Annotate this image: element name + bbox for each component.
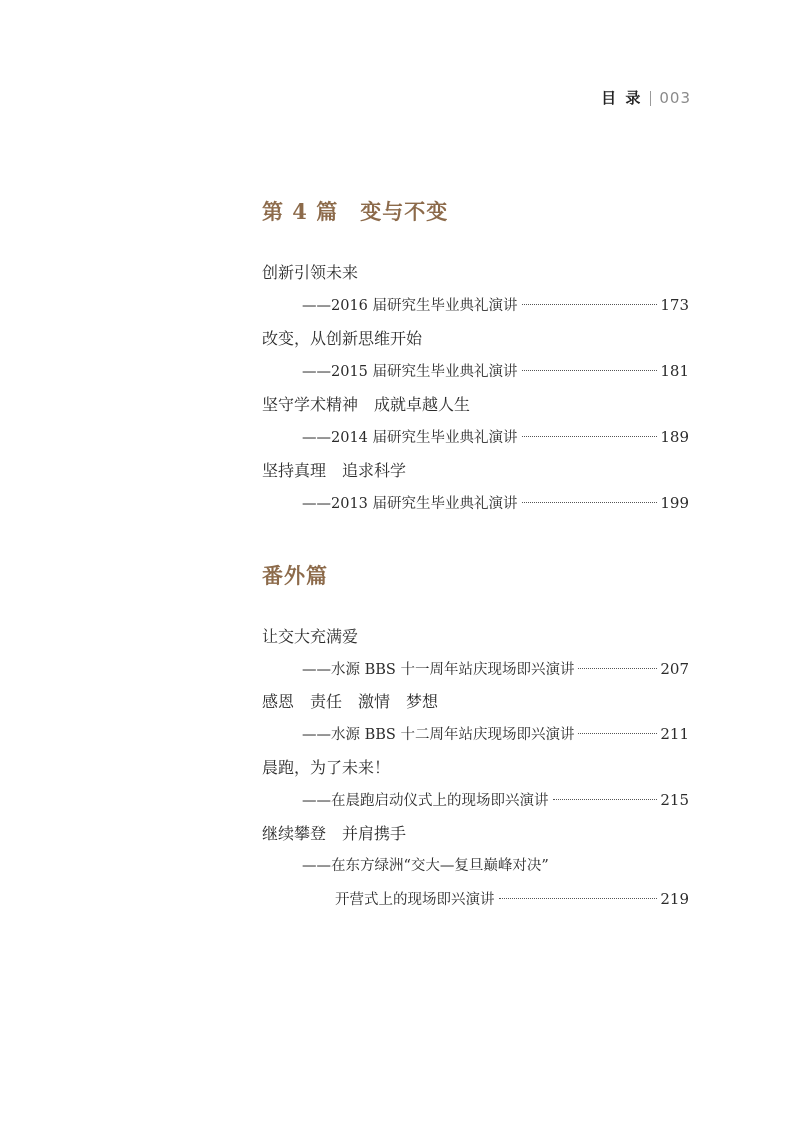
- toc-entry-line[interactable]: [302, 426, 689, 449]
- toc-entry-title[interactable]: 继续攀登 并肩携手: [262, 824, 407, 843]
- toc-entry-page: 189: [660, 428, 689, 446]
- dot-leader: [578, 733, 657, 734]
- toc-entry-subtitle: ——水源 BBS 十一周年站庆现场即兴演讲: [302, 662, 575, 678]
- dot-leader: [522, 370, 658, 371]
- toc-entry-line[interactable]: [302, 492, 689, 515]
- toc-entry-line[interactable]: [302, 360, 689, 383]
- dot-leader: [553, 799, 658, 800]
- toc-entry-title[interactable]: 感恩 责任 激情 梦想: [262, 692, 439, 711]
- extra-part-heading: 番外篇: [262, 563, 328, 588]
- running-head-title: 目 录: [601, 89, 643, 107]
- toc-entry-title[interactable]: 晨跑，为了未来！: [262, 758, 391, 777]
- toc-entry-subtitle: ——水源 BBS 十二周年站庆现场即兴演讲: [302, 727, 575, 743]
- toc-entry-title[interactable]: 坚持真理 追求科学: [262, 461, 407, 480]
- toc-entry-subtitle-continued: 开营式上的现场即兴演讲: [335, 892, 495, 908]
- toc-entry-subtitle: ——2016 届研究生毕业典礼演讲: [302, 298, 518, 314]
- dot-leader: [522, 304, 658, 305]
- part-4-heading: 第 4 篇 变与不变: [262, 199, 449, 224]
- toc-entry-title[interactable]: 让交大充满爱: [262, 627, 359, 646]
- running-head-divider: [650, 91, 651, 106]
- toc-entry-line[interactable]: [302, 723, 689, 746]
- dot-leader: [522, 436, 658, 437]
- dot-leader: [499, 898, 658, 899]
- toc-entry-page: 173: [660, 296, 689, 314]
- toc-entry-subtitle: ——在东方绿洲“交大—复旦巅峰对决”: [302, 858, 549, 874]
- toc-entry-page: 211: [660, 725, 689, 743]
- toc-entry-line[interactable]: [302, 294, 689, 317]
- toc-entry-subtitle: ——在晨跑启动仪式上的现场即兴演讲: [302, 793, 549, 809]
- dot-leader: [578, 668, 657, 669]
- toc-entry-title[interactable]: 改变，从创新思维开始: [262, 329, 423, 348]
- toc-entry-line[interactable]: [335, 888, 689, 911]
- toc-entry-subtitle: ——2014 届研究生毕业典礼演讲: [302, 430, 518, 446]
- dot-leader: [522, 502, 658, 503]
- toc-entry-subtitle: ——2013 届研究生毕业典礼演讲: [302, 496, 518, 512]
- toc-entry-line[interactable]: [302, 789, 689, 812]
- toc-entry-line[interactable]: [302, 658, 689, 681]
- running-head: [601, 88, 691, 108]
- toc-entry-subtitle-line[interactable]: [302, 855, 689, 877]
- toc-entry-page: 181: [660, 362, 689, 380]
- page-number: 003: [659, 89, 691, 107]
- toc-entry-title[interactable]: 创新引领未来: [262, 263, 359, 282]
- toc-entry-title[interactable]: 坚守学术精神 成就卓越人生: [262, 395, 471, 414]
- toc-entry-page: 215: [660, 791, 689, 809]
- toc-entry-subtitle: ——2015 届研究生毕业典礼演讲: [302, 364, 518, 380]
- toc-entry-page: 219: [660, 890, 689, 908]
- toc-entry-page: 199: [660, 494, 689, 512]
- toc-entry-page: 207: [660, 660, 689, 678]
